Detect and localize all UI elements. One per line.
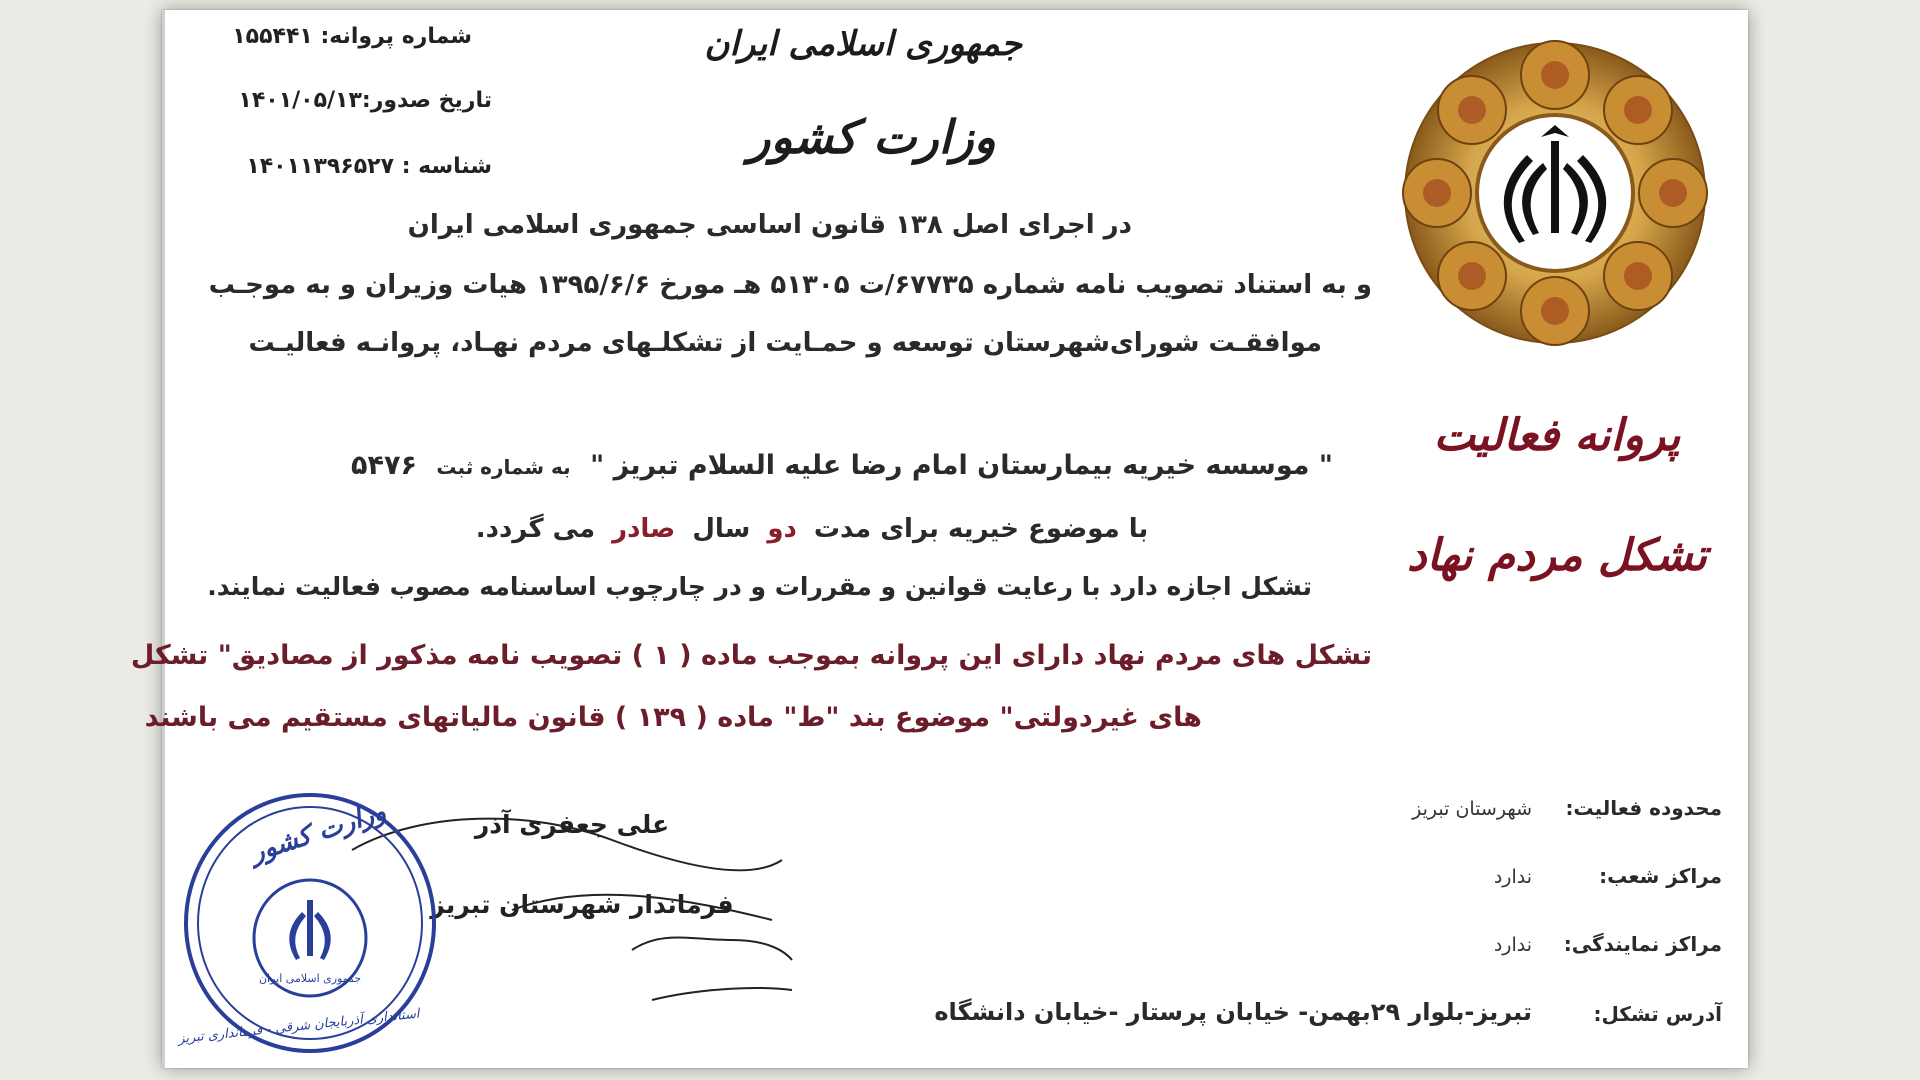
reps-value: ندارد bbox=[1493, 934, 1532, 956]
reg-number: ۵۴۷۶ bbox=[351, 450, 417, 481]
iran-emblem-icon bbox=[1390, 28, 1720, 358]
page-edge bbox=[162, 10, 165, 1068]
branches-label: مراکز شعب: bbox=[1599, 864, 1722, 888]
address-label: آدرس تشکل: bbox=[1593, 1002, 1722, 1026]
subject-end: می گردد. bbox=[475, 514, 596, 544]
body-line-8: های غیردولتی" موضوع بند "ط" ماده ( ۱۳۹ ) قانون مالیاتهای مستقیم می باشند bbox=[144, 702, 1202, 733]
body-line-3: موافقـت شورای‌شهرستان توسعه و حمـایت از تشکلـهای مردم نهـاد، پروانـه فعالیـت bbox=[248, 328, 1322, 358]
identifier: شناسه : ۱۴۰۱۱۳۹۶۵۲۷ bbox=[246, 154, 492, 179]
signer-name: علی جعفری آذر bbox=[474, 810, 670, 839]
address-value: تبریز-بلوار ۲۹بهمن- خیابان پرستار -خیابان دانشگاه bbox=[934, 998, 1532, 1026]
stamp-inner-text: جمهوری اسلامی ایران bbox=[258, 972, 362, 985]
official-stamp-icon bbox=[177, 788, 440, 1058]
body-line-6: تشکل اجازه دارد با رعایت قوانین و مقررات و در چارچوب اساسنامه مصوب فعالیت نمایند. bbox=[207, 572, 1312, 601]
subject-c: برای مدت bbox=[813, 514, 939, 544]
reps-label: مراکز نمایندگی: bbox=[1563, 932, 1722, 956]
issued-word: صادر bbox=[612, 514, 676, 544]
branches-value: ندارد bbox=[1493, 866, 1532, 888]
body-line-1: در اجرای اصل ۱۳۸ قانون اساسی جمهوری اسلامی ایران bbox=[407, 210, 1132, 240]
side-title-license: پروانه فعالیت bbox=[1433, 410, 1681, 461]
body-org-line bbox=[342, 450, 1342, 481]
stamp-ring-text: استانداری آذربایجان شرقی - فرمانداری تبریز bbox=[177, 1006, 421, 1047]
issue-date: تاریخ صدور:۱۴۰۱/۰۵/۱۳ bbox=[238, 88, 492, 113]
duration: دو bbox=[767, 514, 797, 544]
reg-prefix: به شماره ثبت bbox=[436, 455, 571, 479]
side-title-ngo: تشکل مردم نهاد bbox=[1407, 530, 1707, 581]
scope-label: محدوده فعالیت: bbox=[1565, 796, 1722, 820]
signer-title: فرماندار شهرستان تبریز bbox=[430, 890, 734, 919]
stamp-top-text: وزارت کشور bbox=[247, 796, 390, 869]
header-republic-title: جمهوری اسلامی ایران bbox=[704, 24, 1022, 64]
scope-value: شهرستان تبریز bbox=[1412, 798, 1532, 820]
org-name: " موسسه خیریه بیمارستان امام رضا علیه السلام تبریز " bbox=[590, 450, 1333, 481]
body-line-7: تشکل های مردم نهاد دارای این پروانه بموجب ماده ( ۱ ) تصویب نامه مذکور از مصادیق" تشکل bbox=[130, 640, 1372, 671]
header-ministry-title: وزارت کشور bbox=[748, 110, 996, 164]
body-line-2: و به استناد تصویب نامه شماره ۶۷۷۳۵/ت ۵۱۳۰۵ هـ مورخ ۱۳۹۵/۶/۶ هیات وزیران و به موجـب bbox=[208, 270, 1372, 300]
license-number: شماره پروانه: ۱۵۵۴۴۱ bbox=[232, 24, 472, 49]
subject-b: خیریه bbox=[947, 514, 1020, 544]
license-document bbox=[130, 10, 1748, 1068]
body-subject-line bbox=[442, 514, 1182, 544]
year-word: سال bbox=[692, 514, 751, 544]
subject-a: با موضوع bbox=[1028, 514, 1149, 544]
